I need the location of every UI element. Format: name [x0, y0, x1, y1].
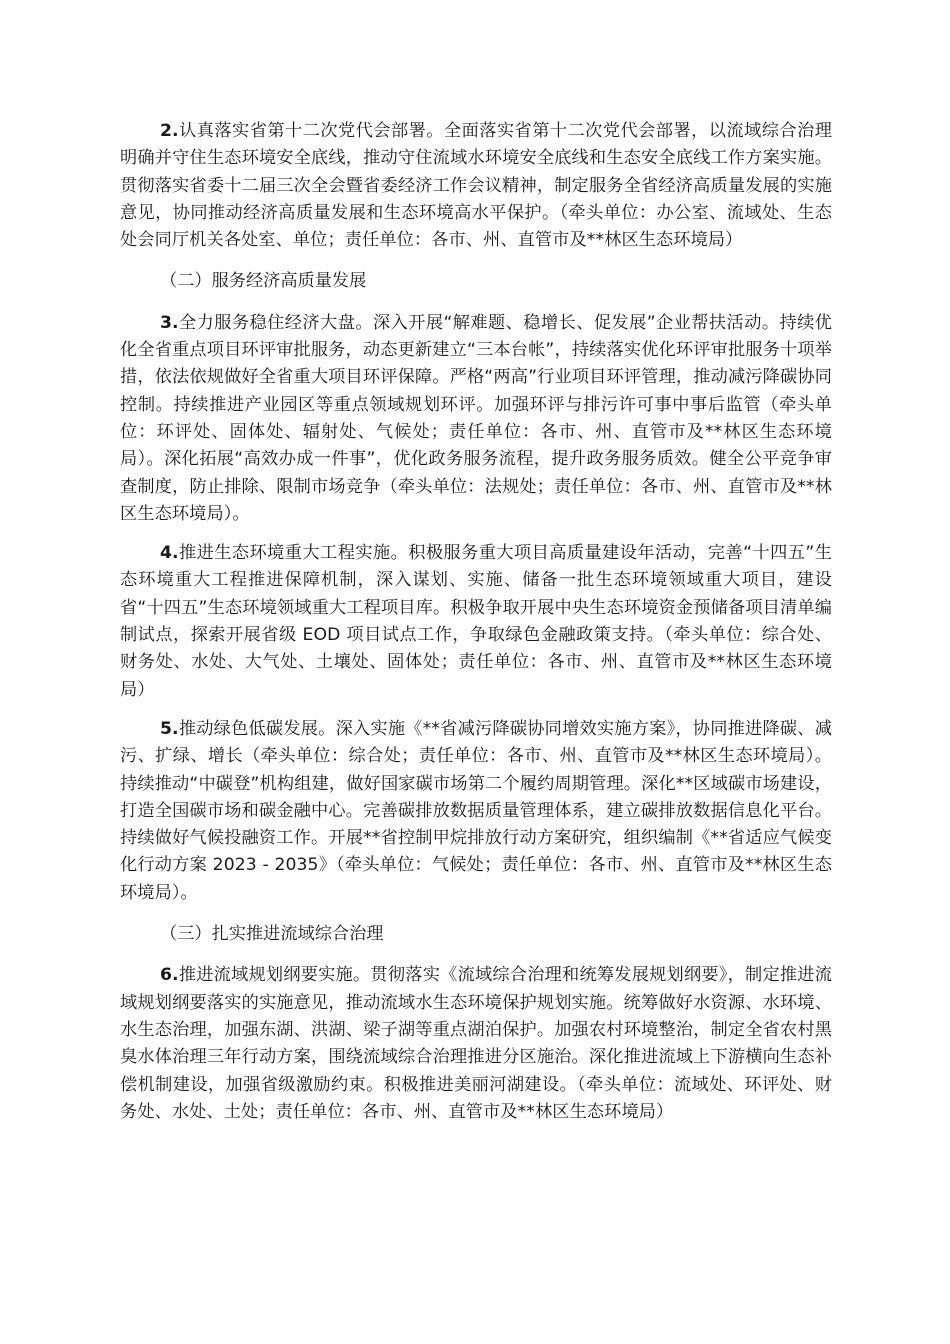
paragraph-item-5	[120, 716, 832, 907]
item-number: 3.	[160, 312, 179, 333]
paragraph-text: 推进生态环境重大工程实施。积极服务重大项目高质量建设年活动，完善“十四五”生态环境重大工程推进保障机制，深入谋划、实施、储备一批生态环境领域重大项目，建设省“十四五”生态环境领域重大工程项目库。积极争取开展中央生态环境资金预储备项目清单编制试点，探索开展省级 EOD 项目试点工作，争取绿色金融政策支持。（牵头单位：综合处、财务处、水处、大气处、土壤处、固体处；责任单位：各市、州、直管市及**林区生态环境局）	[120, 543, 832, 700]
item-number: 4.	[160, 543, 179, 564]
item-number: 5.	[160, 718, 179, 739]
paragraph-text: 认真落实省第十二次党代会部署。全面落实省第十二次党代会部署，以流域综合治理明确并守住生态环境安全底线，推动守住流域水环境安全底线和生态安全底线工作方案实施。贯彻落实省委十二届三次全会暨省委经济工作会议精神，制定服务全省经济高质量发展的实施意见，协同推动经济高质量发展和生态环境高水平保护。（牵头单位：办公室、流域处、生态处会同厅机关各处室、单位；责任单位：各市、州、直管市及**林区生态环境局）	[120, 121, 832, 251]
section-heading-2: （二）服务经济高质量发展	[160, 271, 367, 292]
paragraph-item-3	[120, 310, 832, 528]
section-heading-3: （三）扎实推进流域综合治理	[160, 924, 384, 945]
paragraph-item-4	[120, 540, 832, 704]
paragraph-text: 推进流域规划纲要实施。贯彻落实《流域综合治理和统筹发展规划纲要》，制定推进流域规划纲要落实的实施意见，推动流域水生态环境保护规划实施。统筹做好水资源、水环境、水生态治理，加强东湖、洪湖、梁子湖等重点湖泊保护。加强农村环境整治，制定全省农村黑臭水体治理三年行动方案，围绕流域综合治理推进分区施治。深化推进流域上下游横向生态补偿机制建设，加强省级激励约束。积极推进美丽河湖建设。（牵头单位：流域处、环评处、财务处、水处、土处；责任单位：各市、州、直管市及**林区生态环境局）	[120, 965, 832, 1122]
item-number: 6.	[160, 965, 179, 986]
paragraph-text: 推动绿色低碳发展。深入实施《**省减污降碳协同增效实施方案》，协同推进降碳、减污、扩绿、增长（牵头单位：综合处；责任单位：各市、州、直管市及**林区生态环境局）。持续推动“中碳登”机构组建，做好国家碳市场第二个履约周期管理。深化**区域碳市场建设，打造全国碳市场和碳金融中心。完善碳排放数据质量管理体系，建立碳排放数据信息化平台。持续做好气候投融资工作。开展**省控制甲烷排放行动方案研究，组织编制《**省适应气候变化行动方案 2023 - 2035》（牵头单位：气候处；责任单位：各市、州、直管市及**林区生态环境局）。	[120, 718, 832, 903]
paragraph-item-6	[120, 962, 832, 1126]
item-number: 2.	[160, 121, 179, 141]
paragraph-item-2	[120, 118, 832, 254]
document-page	[120, 118, 832, 1126]
paragraph-text: 全力服务稳住经济大盘。深入开展“解难题、稳增长、促发展”企业帮扶活动。持续优化全省重点项目环评审批服务，动态更新建立“三本台帐”，持续落实优化环评审批服务十项举措，依法依规做好全省重大项目环评保障。严格“两高”行业项目环评管理，推动减污降碳协同控制。持续推进产业园区等重点领域规划环评。加强环评与排污许可事中事后监管（牵头单位：环评处、固体处、辐射处、气候处；责任单位：各市、州、直管市及**林区生态环境局）。深化拓展“高效办成一件事”，优化政务服务流程，提升政务服务质效。健全公平竞争审查制度，防止排除、限制市场竞争（牵头单位：法规处；责任单位：各市、州、直管市及**林区生态环境局）。	[120, 312, 832, 524]
